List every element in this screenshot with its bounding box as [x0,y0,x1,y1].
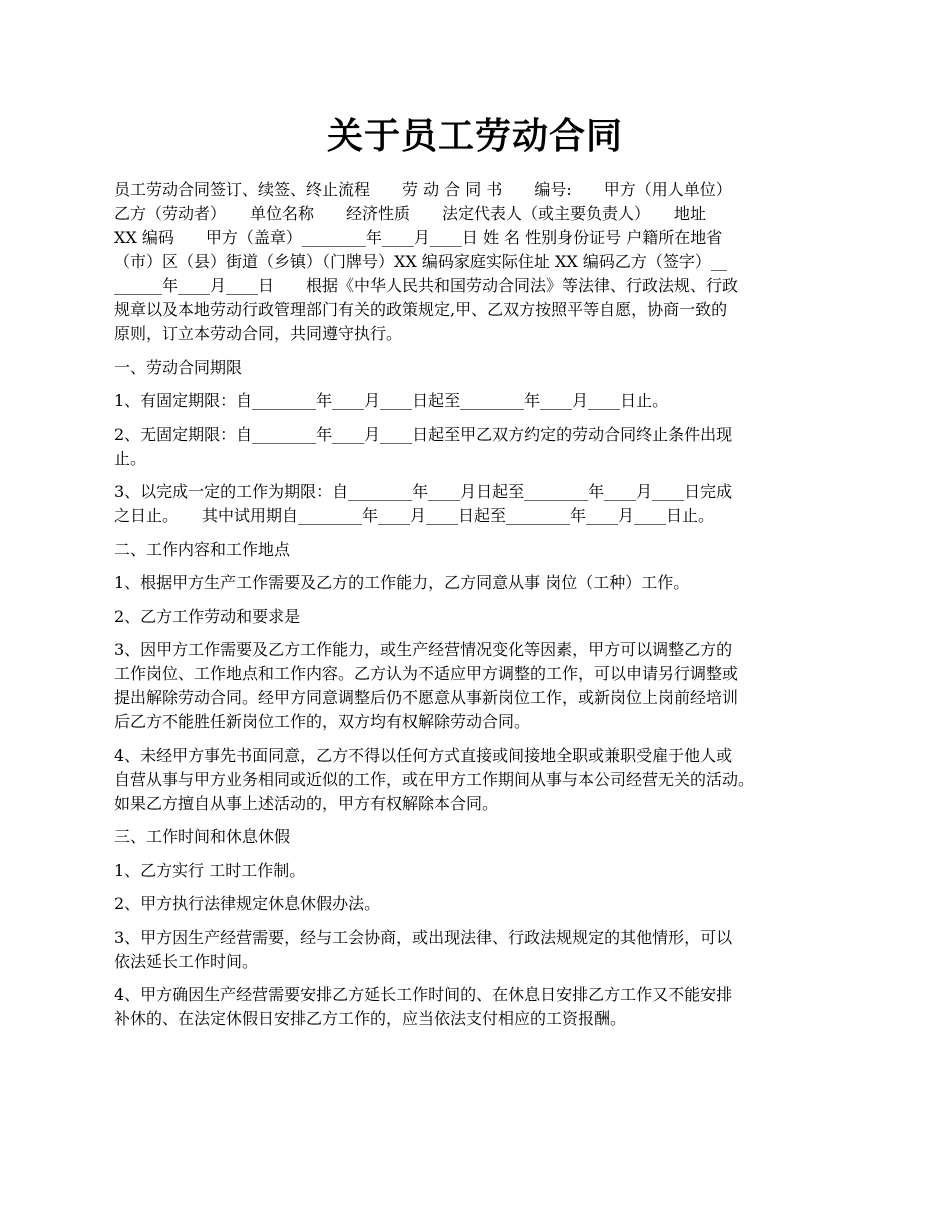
text-line: 3、以完成一定的工作为期限：自________年____月日起至________年____月____日完成 [114,482,733,501]
paragraph [114,356,854,380]
text-line: （市）区（县）街道（乡镇）（门牌号）XX 编码家庭实际住址 XX 编码乙方（签字）__ [114,252,727,271]
document-title: 关于员工劳动合同 [326,115,623,157]
paragraph [114,744,854,816]
paragraph [114,892,854,916]
text-line: 原则，订立本劳动合同，共同遵守执行。 [114,324,403,343]
text-line: 2、无固定期限：自________年____月____日起至甲乙双方约定的劳动合同终止条件出现 [114,424,733,444]
paragraph [114,638,854,734]
text-line: 2、乙方工作劳动和要求是 [114,606,301,626]
paragraph [114,389,854,413]
text-line: 工作岗位、工作地点和工作内容。乙方认为不适应甲方调整的工作，可以申请另行调整或 [114,664,739,683]
text-line: 4、未经甲方事先书面同意，乙方不得以任何方式直接或间接地全职或兼职受雇于他人或 [114,745,733,765]
text-line: 1、有固定期限：自________年____月____日起至________年____月____日止。 [114,391,669,410]
text-line: 二、工作内容和工作地点 [114,539,291,559]
paragraph [114,423,854,471]
text-line: 1、根据甲方生产工作需要及乙方的工作能力，乙方同意从事 岗位（工种）工作。 [114,573,690,592]
text-line: 3、甲方因生产经营需要，经与工会协商，或出现法律、行政法规规定的其他情形，可以 [114,927,733,947]
paragraph [114,605,854,629]
paragraph [114,983,854,1031]
text-line: 2、甲方执行法律规定休息休假办法。 [114,894,381,913]
paragraph [114,859,854,883]
text-line: 1、乙方实行 工时工作制。 [114,860,306,880]
text-line: 之日止。 其中试用期自________年____月____日起至________年____月____日止。 [114,506,715,525]
text-line: ______年____月____日 根据《中华人民共和国劳动合同法》等法律、行政法规、行政 [114,276,739,295]
paragraph [114,926,854,974]
paragraph [114,538,854,562]
text-line: 一、劳动合同期限 [114,357,243,377]
text-line: 规章以及本地劳动行政管理部门有关的政策规定,甲、乙双方按照平等自愿，协商一致的 [114,300,728,319]
text-line: XX 编码 甲方（盖章）________年____月____日 姓 名 性别身份证号 户籍所在地省 [114,228,723,247]
text-line: 如果乙方擅自从事上述活动的，甲方有权解除本合同。 [114,793,499,813]
text-line: 自营从事与甲方业务相同或近似的工作，或在甲方工作期间从事与本公司经营无关的活动。 [114,769,755,789]
text-line: 补休的、在法定休假日安排乙方工作的，应当依法支付相应的工资报酬。 [114,1009,627,1028]
text-line: 三、工作时间和休息休假 [114,827,291,846]
text-line: 3、因甲方工作需要及乙方工作能力，或生产经营情况变化等因素，甲方可以调整乙方的 [114,640,733,659]
text-line: 乙方（劳动者） 单位名称 经济性质 法定代表人（或主要负责人） 地址 [114,204,707,223]
text-line: 止。 [114,448,147,468]
paragraph [114,571,854,595]
text-line: 后乙方不能胜任新岗位工作的，双方均有权解除劳动合同。 [114,712,531,731]
text-line: 提出解除劳动合同。经甲方同意调整后仍不愿意从事新岗位工作，或新岗位上岗前经培训 [114,688,739,707]
paragraph [114,480,854,528]
text-line: 4、甲方确因生产经营需要安排乙方延长工作时间的、在休息日安排乙方工作又不能安排 [114,985,733,1004]
document-body [114,178,854,1041]
paragraph [114,178,854,346]
paragraph [114,825,854,849]
text-line: 依法延长工作时间。 [114,951,259,971]
text-line: 员工劳动合同签订、续签、终止流程 劳 动 合 同 书 编号: 甲方（用人单位） [114,180,732,199]
